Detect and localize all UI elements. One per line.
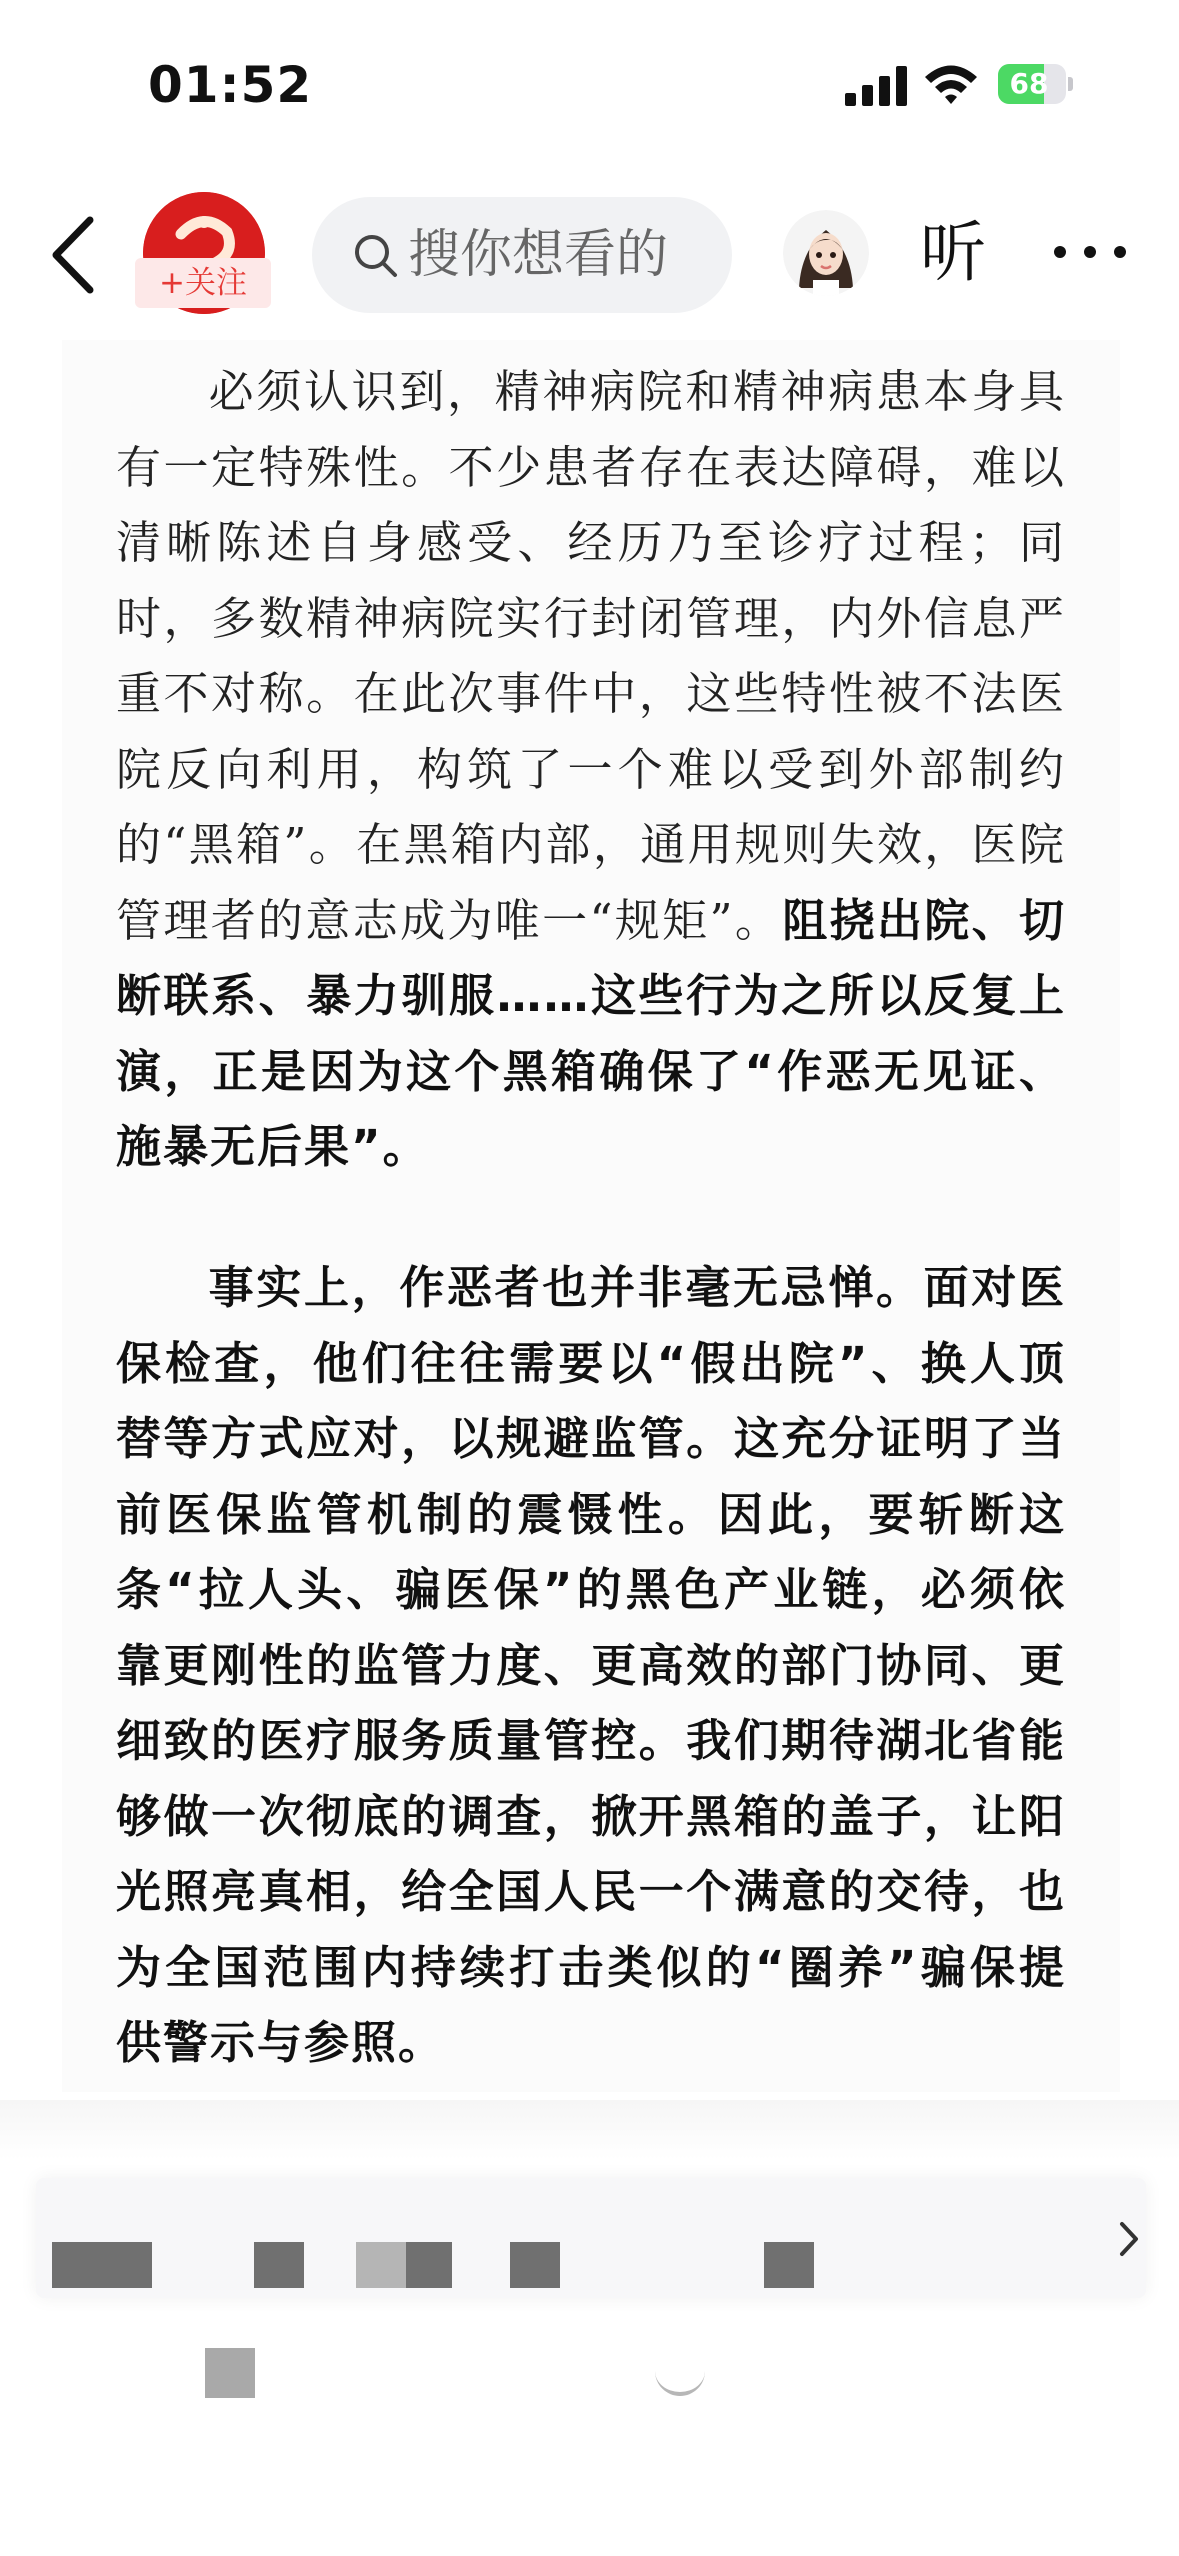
redacted-block: [356, 2242, 406, 2288]
related-article-card[interactable]: [36, 2178, 1146, 2298]
battery-body: [998, 64, 1066, 104]
chevron-right-icon[interactable]: [1116, 2218, 1142, 2260]
redacted-block: [254, 2242, 304, 2288]
follow-button[interactable]: +关注: [135, 258, 271, 308]
redacted-block: [510, 2242, 560, 2288]
status-bar: [0, 0, 1179, 170]
search-input[interactable]: [312, 197, 732, 313]
back-icon[interactable]: [40, 210, 110, 300]
status-time: 01:52: [148, 56, 313, 114]
redacted-block: [764, 2242, 814, 2288]
search-icon: [352, 232, 400, 280]
article-paragraph-1: [116, 354, 1066, 1185]
battery-tip: [1068, 77, 1073, 91]
avatar[interactable]: [783, 210, 869, 296]
paragraph-1-bold-text: 阻挠出院、切断联系、暴力驯服……这些行为之所以反复上演，正是因为这个黑箱确保了“作恶无见证、施暴无后果”。: [116, 893, 1066, 1173]
battery-level: 68: [1009, 67, 1049, 100]
article-image[interactable]: [62, 340, 1120, 2092]
search-placeholder: 搜你想看的: [408, 225, 669, 285]
top-nav-bar: [0, 170, 1179, 340]
wifi-icon: [922, 62, 980, 106]
signal-icon: [845, 66, 907, 106]
paragraph-2-text: 事实上，作恶者也并非毫无忌惮。面对医保检查，他们往往需要以“假出院”、换人顶替等方式应对，以规避监管。这充分证明了当前医保监管机制的震慑性。因此，要斩断这条“拉人头、骗医保”的黑色产业链，必须依靠更刚性的监管力度、更高效的部门协同、更细致的医疗服务质量管控。我们期待湖北省能够做一次彻底的调查，掀开黑箱的盖子，让阳光照亮真相，给全国人民一个满意的交待，也为全国范围内持续打击类似的“圈养”骗保提供警示与参照。: [116, 1261, 1066, 2069]
paragraph-1-text: 必须认识到，精神病院和精神病患本身具有一定特殊性。不少患者存在表达障碍，难以清晰陈述自身感受、经历乃至诊疗过程；同时，多数精神病院实行封闭管理，内外信息严重不对称。在此次事件中，这些特性被不法医院反向利用，构筑了一个难以受到外部制约的“黑箱”。在黑箱内部，通用规则失效，医院管理者的意志成为唯一“规矩”。: [116, 365, 1066, 947]
obscured-footer: [0, 2320, 1179, 2556]
article-paragraph-2: [116, 1250, 1066, 2081]
redacted-block: [205, 2348, 255, 2398]
author-avatar-icon: [783, 210, 869, 296]
battery-icon: [998, 64, 1076, 104]
listen-button[interactable]: 听: [920, 214, 986, 291]
faint-mark: [655, 2368, 705, 2396]
more-icon[interactable]: [1050, 240, 1130, 264]
redacted-block: [406, 2242, 452, 2288]
obscured-text-strip: [0, 2100, 1179, 2160]
redacted-block: [52, 2242, 152, 2288]
